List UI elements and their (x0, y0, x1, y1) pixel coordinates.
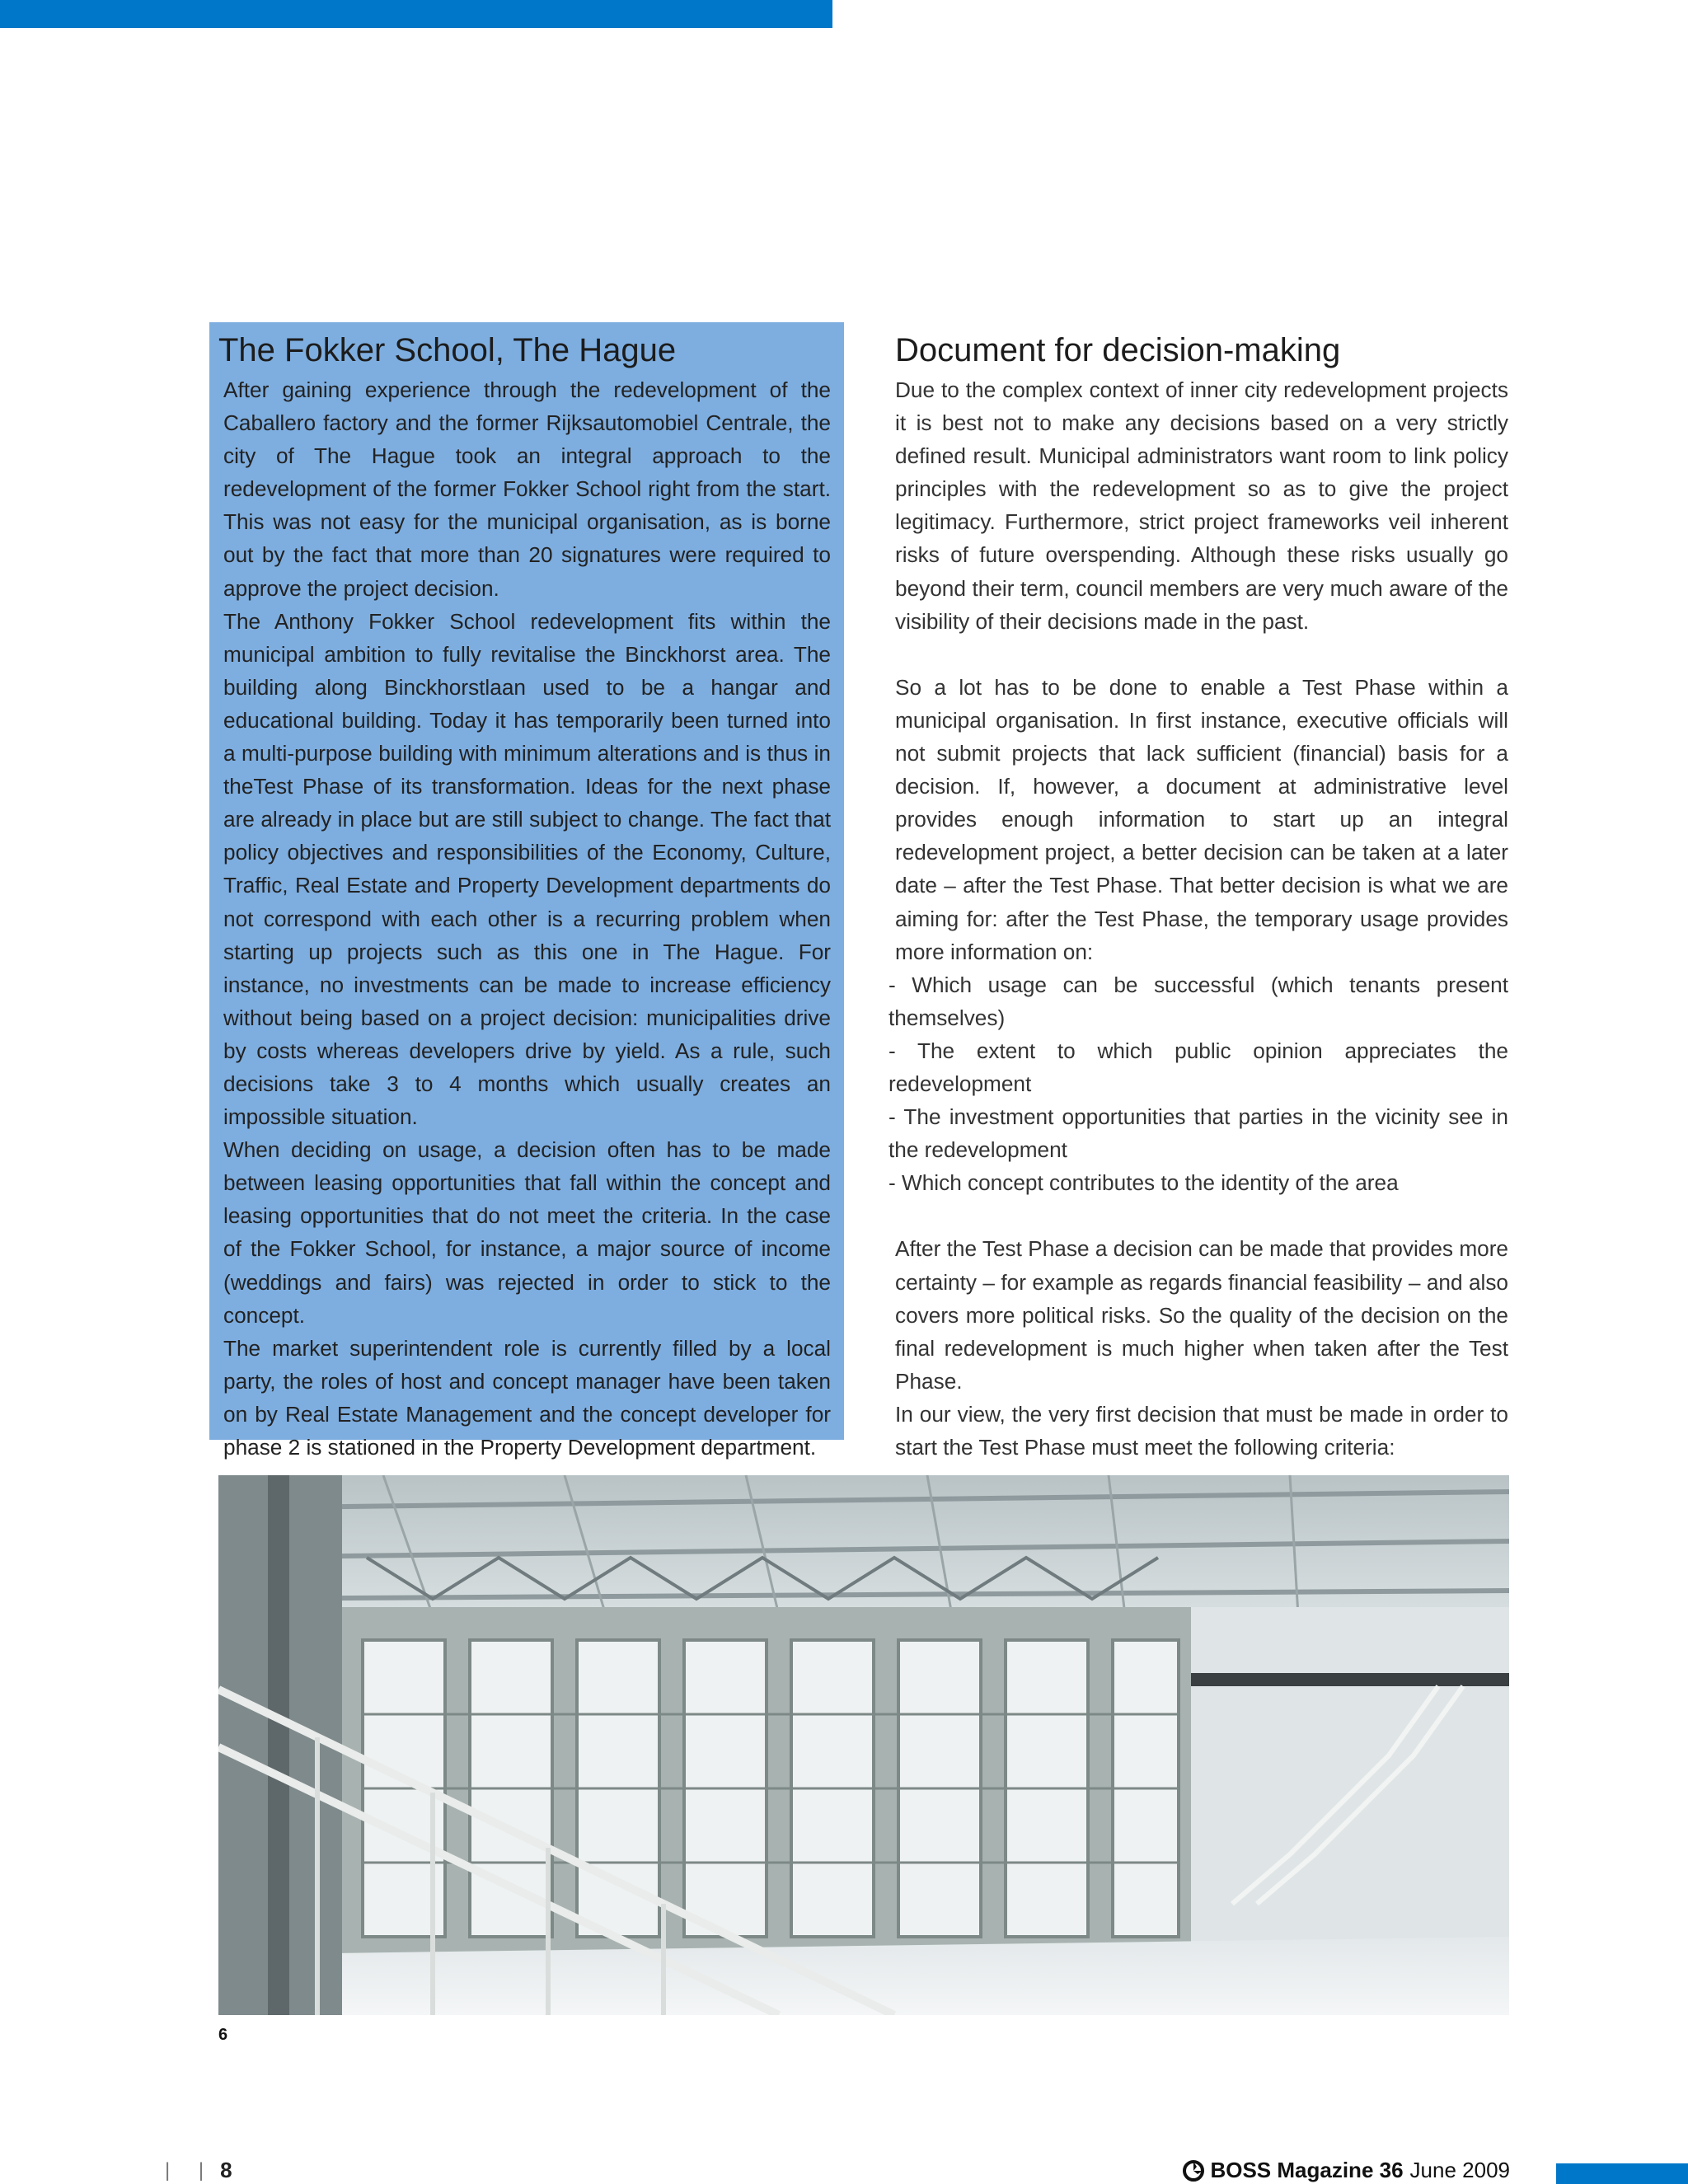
main-paragraph: After the Test Phase a decision can be made that provides more certainty – for example as regards financial feasibility – and also covers more political risks. So the quality of the decision on the final redevelopment is much higher when taken after the Test Phase. (895, 1236, 1508, 1394)
photo-number: 6 (218, 2026, 228, 2044)
sidebar-box (209, 322, 844, 1460)
bullet-item: - The extent to which public opinion appreciates the redevelopment (889, 1038, 1508, 1096)
footer-ticks: | | (165, 2158, 216, 2182)
sidebar-title: The Fokker School, The Hague (218, 332, 677, 368)
footer-left (165, 2158, 232, 2183)
top-accent-bar (0, 0, 832, 28)
sidebar-paragraph: The market superintendent role is currently filled by a local party, the roles of host and concept manager have been taken on by Real Estate Management and the concept developer for phase 2 is stationed in the Property Development department. (223, 1335, 831, 1460)
paragraph-gap (895, 638, 1508, 671)
main-paragraph: So a lot has to be done to enable a Test Phase within a municipal organisation. In first instance, executive officials will not submit projects that lack sufficient (financial) basis for a decision. If, however, a document at administrative level provides enough information to start up an integral redevelopment project, a better decision can be taken at a later date – after the Test Phase. That better decision is what we are aiming for: after the Test Phase, the temporary usage provides more information on: (895, 674, 1508, 964)
issue-date: June 2009 (1409, 2158, 1510, 2182)
main-title: Document for decision-making (895, 332, 1341, 368)
sidebar-paragraph: After gaining experience through the redevelopment of the Caballero factory and the former Rijksautomobiel Centrale, the city of The Hague took an integral approach to the redevelopment of the former Fokker School right from the start. This was not easy for the municipal organisation, as is borne out by the fact that more than 20 signatures were required to approve the project decision. (223, 377, 831, 601)
main-paragraph: Due to the complex context of inner city redevelopment projects it is best not to make any decisions based on a very strictly defined result. Municipal administrators want room to link policy principles with the redevelopment so as to give the project legitimacy. Furthermore, strict project frameworks veil inherent risks of future overspending. Although these risks usually go beyond their term, council members are very much aware of the visibility of their decisions made in the past. (895, 377, 1508, 634)
bullet-item: - Which usage can be successful (which tenants present themselves) (889, 972, 1508, 1030)
bullet-item: - Which concept contributes to the identity of the area (889, 1170, 1399, 1196)
main-column (889, 330, 1508, 1464)
footer-right (1182, 2158, 1510, 2183)
hangar-interior-photo (218, 1475, 1509, 2015)
bullet-item: - The investment opportunities that parties in the vicinity see in the redevelopment (889, 1104, 1508, 1163)
sidebar-paragraph: When deciding on usage, a decision often has to be made between leasing opportunities that fall within the concept and leasing opportunities that do not meet the criteria. In the case of the Fokker School, for instance, a major source of income (weddings and fairs) was rejected in order to stick to the concept. (223, 1137, 831, 1328)
boss-logo-icon (1182, 2159, 1205, 2182)
paragraph-gap (895, 1199, 1508, 1232)
sidebar-paragraph: The Anthony Fokker School redevelopment fits within the municipal ambition to fully revitalise the Binckhorst area. The building along Binckhorstlaan used to be a hangar and educational building. Today it has temporarily been turned into a multi-purpose building with minimum alterations and is thus in theTest Phase of its transformation. Ideas for the next phase are already in place but are still subject to change. The fact that policy objectives and responsibilities of the Economy, Culture, Traffic, Real Estate and Property Development departments do not correspond with each other is a recurring problem when starting up projects such as this one in The Hague. For instance, no investments can be made to increase efficiency without being based on a project decision: municipalities drive by costs whereas developers drive by yield. As a rule, such decisions take 3 to 4 months which usually creates an impossible situation. (223, 608, 831, 1130)
hangar-illustration (218, 1475, 1509, 2015)
magazine-name: BOSS Magazine 36 (1210, 2158, 1404, 2182)
footer-accent-bar (1556, 2163, 1688, 2184)
page-number: 8 (220, 2158, 232, 2182)
main-paragraph: In our view, the very first decision that must be made in order to start the Test Phase must meet the following criteria: (895, 1401, 1508, 1460)
